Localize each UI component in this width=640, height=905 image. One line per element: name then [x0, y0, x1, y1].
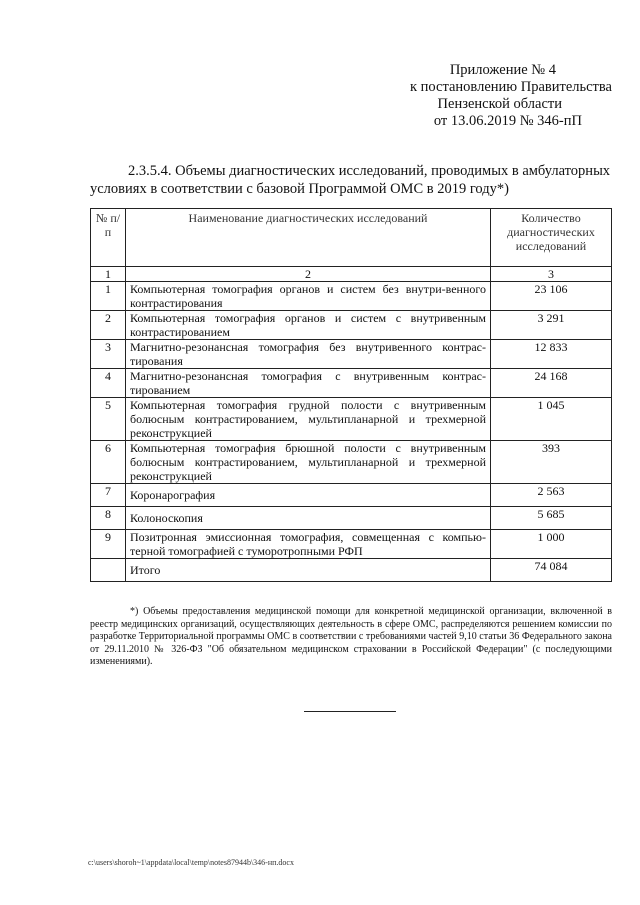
row-qty: 1 045 — [491, 398, 612, 441]
footnote — [90, 606, 612, 669]
footnote-text: *) Объемы предоставления медицинской помощи для конкретной медицинской организации, включенной в реестр медицинских организаций, осуществляющих деятельность в сфере ОМС, распределяются решением комиссии по разработке Территориальной программы ОМС в соответствии с требованиями частей 9,10 статьи 36 Федерального закона от 29.11.2010 № 326-ФЗ "Об обязательном медицинском страховании в Российской Федерации" (с последующими изменениями). — [90, 606, 612, 667]
appendix-date: от 13.06.2019 № 346-пП — [433, 113, 582, 129]
row-num: 9 — [91, 530, 126, 559]
row-num: 4 — [91, 369, 126, 398]
table-row — [91, 530, 612, 559]
file-path: c:\users\shoroh~1\appdata\local\temp\notes87944b\346-нп.docx — [88, 858, 294, 867]
header-qty: Количество диагностических исследований — [491, 209, 612, 267]
row-num: 2 — [91, 311, 126, 340]
separator-line — [304, 711, 396, 712]
row-name: Магнитно-резонансная томография с внутривенным контрас-тированием — [126, 369, 491, 398]
col-number-3: 3 — [491, 267, 612, 282]
header-name: Наименование диагностических исследований — [126, 209, 491, 267]
appendix-resolution: к постановлению Правительства — [410, 79, 612, 95]
table-row — [91, 311, 612, 340]
section-heading-line2: условиях в соответствии с базовой Программой ОМС в 2019 году*) — [90, 181, 509, 197]
col-number-2: 2 — [126, 267, 491, 282]
row-qty: 393 — [491, 441, 612, 484]
row-qty: 1 000 — [491, 530, 612, 559]
appendix-region: Пензенской области — [437, 96, 562, 112]
section-heading — [90, 162, 612, 198]
row-name: Колоноскопия — [126, 507, 491, 530]
table-row — [91, 340, 612, 369]
table-row — [91, 484, 612, 507]
row-num: 5 — [91, 398, 126, 441]
row-num: 8 — [91, 507, 126, 530]
row-num: 1 — [91, 282, 126, 311]
table-row — [91, 369, 612, 398]
column-number-row — [91, 267, 612, 282]
table-total-row — [91, 559, 612, 582]
row-name: Магнитно-резонансная томография без внутривенного контрас-тирования — [126, 340, 491, 369]
row-num: 7 — [91, 484, 126, 507]
appendix-header — [352, 62, 612, 130]
diagnostics-table — [90, 208, 612, 582]
row-name: Позитронная эмиссионная томография, совмещенная с компью-терной томографией с туморотропными РФП — [126, 530, 491, 559]
row-qty: 5 685 — [491, 507, 612, 530]
total-label: Итого — [126, 559, 491, 582]
col-number-1: 1 — [91, 267, 126, 282]
total-value: 74 084 — [491, 559, 612, 582]
section-heading-line1: 2.3.5.4. Объемы диагностических исследований, проводимых в амбулаторных — [128, 163, 611, 179]
table-row — [91, 398, 612, 441]
header-num: № п/п — [91, 209, 126, 267]
row-name: Коронарография — [126, 484, 491, 507]
row-qty: 23 106 — [491, 282, 612, 311]
row-qty: 3 291 — [491, 311, 612, 340]
row-name: Компьютерная томография грудной полости с внутривенным болюсным контрастированием, мультипланарной и трехмерной реконструкцией — [126, 398, 491, 441]
row-num: 3 — [91, 340, 126, 369]
row-num: 6 — [91, 441, 126, 484]
row-qty: 2 563 — [491, 484, 612, 507]
row-qty: 12 833 — [491, 340, 612, 369]
appendix-number: Приложение № 4 — [449, 62, 556, 78]
row-name: Компьютерная томография органов и систем без внутри-венного контрастирования — [126, 282, 491, 311]
table-header-row — [91, 209, 612, 267]
row-name: Компьютерная томография брюшной полости с внутривенным болюсным контрастированием, мультипланарной и трехмерной реконструкцией — [126, 441, 491, 484]
row-name: Компьютерная томография органов и систем с внутривенным контрастированием — [126, 311, 491, 340]
table-row — [91, 507, 612, 530]
row-qty: 24 168 — [491, 369, 612, 398]
table-row — [91, 441, 612, 484]
total-num-empty — [91, 559, 126, 582]
table-row — [91, 282, 612, 311]
